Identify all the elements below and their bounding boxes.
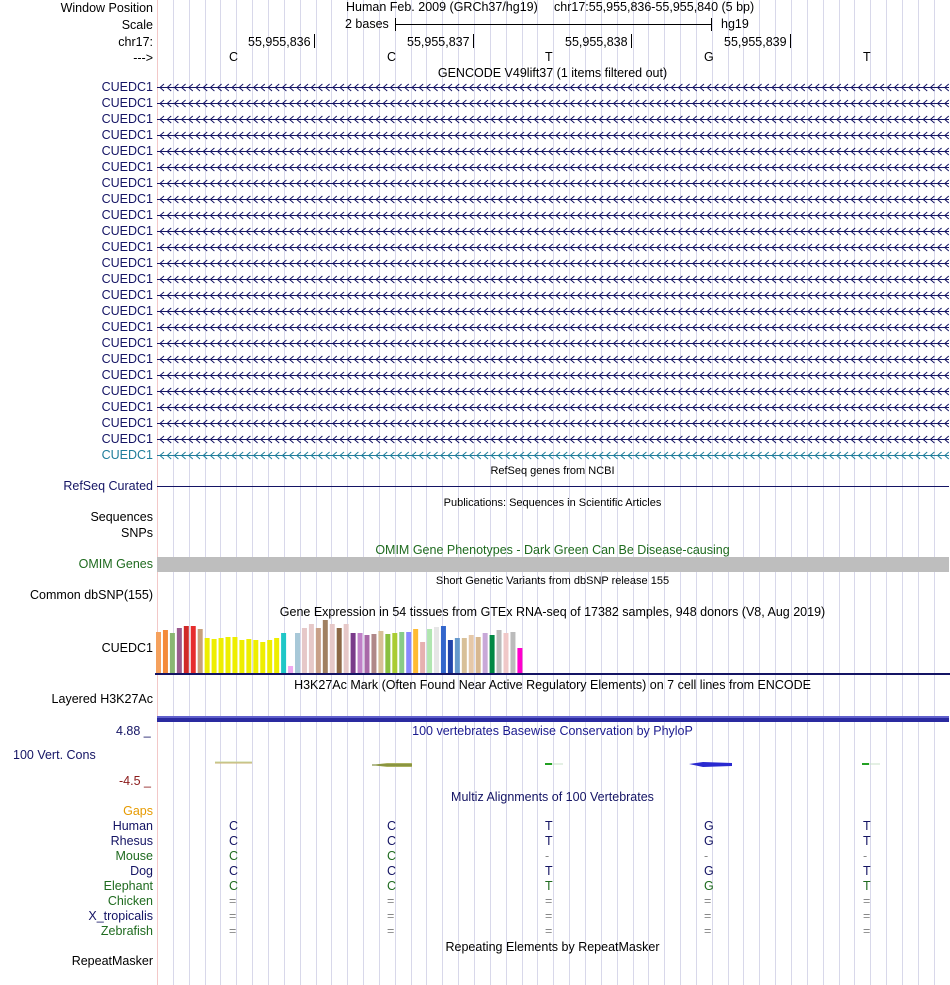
gencode-transcript-line[interactable] <box>157 215 949 216</box>
gtex-bar-chart[interactable] <box>155 618 950 676</box>
alignment-base: - <box>704 849 709 863</box>
gtex-tissue-bar <box>392 633 397 673</box>
alignment-base: = <box>387 894 395 908</box>
gtex-tissue-bar <box>253 640 258 673</box>
alignment-base: = <box>387 909 395 923</box>
gencode-transcript-label[interactable]: CUEDC1 <box>101 160 153 174</box>
alignment-base: = <box>863 924 871 938</box>
ref-base-5: T <box>863 50 871 64</box>
gencode-transcript-line[interactable] <box>157 359 949 360</box>
gtex-tissue-bar <box>385 634 390 673</box>
gtex-tissue-bar <box>351 633 356 673</box>
gtex-tissue-bar <box>510 632 515 673</box>
refseq-gene-line[interactable] <box>157 486 949 487</box>
strand-arrows-icon <box>157 163 949 172</box>
scale-bar-right-tick <box>711 18 712 31</box>
phylop-max-label: 4.88 _ <box>116 724 151 738</box>
strand-arrows-icon <box>157 387 949 396</box>
dbsnp-label[interactable]: Common dbSNP(155) <box>30 588 153 602</box>
gtex-tissue-bar <box>365 635 370 673</box>
strand-arrows-icon <box>157 147 949 156</box>
gencode-transcript-line[interactable] <box>157 199 949 200</box>
gencode-title: GENCODE V49lift37 (1 items filtered out) <box>437 66 668 80</box>
strand-arrows-icon <box>157 371 949 380</box>
ref-base-1: C <box>229 50 239 64</box>
gencode-transcript-line[interactable] <box>157 119 949 120</box>
publications-sequences-label[interactable]: Sequences <box>90 510 153 524</box>
strand-arrows-icon <box>157 115 949 124</box>
alignment-base: = <box>863 909 871 923</box>
gtex-tissue-bar <box>232 637 237 673</box>
gtex-tissue-bar <box>497 630 502 673</box>
phylop-title: 100 vertebrates Basewise Conservation by PhyloP <box>412 724 693 738</box>
gtex-tissue-bar <box>295 633 300 673</box>
strand-arrows-icon <box>157 275 949 284</box>
alignment-base: = <box>545 909 553 923</box>
dbsnp-title: Short Genetic Variants from dbSNP release 155 <box>435 575 670 587</box>
gencode-transcript-label[interactable]: CUEDC1 <box>101 304 153 318</box>
gencode-transcript-label[interactable]: CUEDC1 <box>101 96 153 110</box>
gencode-transcript-label[interactable]: CUEDC1 <box>101 288 153 302</box>
omim-phenotype-bar[interactable] <box>157 557 949 572</box>
alignment-base: C <box>229 864 239 878</box>
strand-arrows-icon <box>157 451 949 460</box>
gtex-tissue-bar <box>490 635 495 673</box>
alignment-base: T <box>545 834 553 848</box>
gtex-tissue-bar <box>517 648 522 673</box>
gencode-transcript-line[interactable] <box>157 423 949 424</box>
species-label[interactable]: Zebrafish <box>100 924 153 938</box>
gencode-transcript-line[interactable] <box>157 135 949 136</box>
gencode-transcript-label[interactable]: CUEDC1 <box>101 272 153 286</box>
coord-1: 55,955,836 <box>248 35 311 49</box>
strand-arrows-icon <box>157 323 949 332</box>
gtex-tissue-bar <box>219 638 224 673</box>
gencode-transcript-label[interactable]: CUEDC1 <box>101 80 153 94</box>
gtex-tissue-bar <box>406 632 411 673</box>
gtex-tissue-bar <box>504 633 509 673</box>
gtex-tissue-bar <box>205 638 210 673</box>
ref-base-2: C <box>387 50 397 64</box>
gtex-tissue-bar <box>281 633 286 673</box>
alignment-base: = <box>704 894 712 908</box>
multiz-gaps-label[interactable]: Gaps <box>123 804 153 818</box>
coord-tick-4 <box>790 34 791 48</box>
gencode-transcript-line[interactable] <box>157 391 949 392</box>
gencode-transcript-label[interactable]: CUEDC1 <box>101 208 153 222</box>
gtex-tissue-bar <box>399 632 404 673</box>
strand-arrows-icon <box>157 243 949 252</box>
alignment-base: = <box>229 924 237 938</box>
gencode-transcript-line[interactable] <box>157 263 949 264</box>
gencode-transcript-label[interactable]: CUEDC1 <box>101 112 153 126</box>
coord-4: 55,955,839 <box>724 35 787 49</box>
scale-label: Scale <box>121 18 153 32</box>
ref-base-3: T <box>545 50 553 64</box>
gtex-tissue-bar <box>212 639 217 673</box>
strand-arrows-icon <box>157 355 949 364</box>
gtex-tissue-bar <box>302 628 307 673</box>
gencode-transcript-line[interactable] <box>157 103 949 104</box>
gencode-transcript-label[interactable]: CUEDC1 <box>101 144 153 158</box>
publications-title: Publications: Sequences in Scientific Articles <box>443 497 662 509</box>
strand-arrows-icon <box>157 419 949 428</box>
strand-arrows-icon <box>157 403 949 412</box>
gencode-transcript-line[interactable] <box>157 311 949 312</box>
gencode-transcript-line[interactable] <box>157 231 949 232</box>
gtex-title: Gene Expression in 54 tissues from GTEx RNA-seq of 17382 samples, 948 donors (V8, Aug 2019) <box>279 605 826 619</box>
gencode-transcript-label[interactable]: CUEDC1 <box>101 352 153 366</box>
gtex-tissue-bar <box>288 666 293 673</box>
gtex-tissue-bar <box>246 639 251 673</box>
alignment-base: C <box>229 819 239 833</box>
strand-arrows-icon <box>157 195 949 204</box>
coord-tick-1 <box>314 34 315 48</box>
gtex-tissue-bar <box>413 629 418 673</box>
gencode-transcript-line[interactable] <box>157 343 949 344</box>
strand-label: ---> <box>133 51 153 65</box>
gencode-transcript-label[interactable]: CUEDC1 <box>101 448 153 462</box>
gtex-tissue-bar <box>448 640 453 673</box>
refseq-label[interactable]: RefSeq Curated <box>63 479 153 493</box>
gtex-tissue-bar <box>177 628 182 673</box>
gencode-transcript-line[interactable] <box>157 407 949 408</box>
position-label: chr17:55,955,836-55,955,840 (5 bp) <box>554 0 755 14</box>
alignment-base: G <box>704 819 714 833</box>
species-label[interactable]: Dog <box>130 864 153 878</box>
alignment-base: G <box>704 834 714 848</box>
gtex-tissue-bar <box>184 626 189 673</box>
gencode-transcript-label[interactable]: CUEDC1 <box>101 416 153 430</box>
alignment-base: = <box>863 894 871 908</box>
phylop-label[interactable]: 100 Vert. Cons <box>13 748 96 762</box>
gtex-tissue-bar <box>344 624 349 673</box>
gencode-transcript-line[interactable] <box>157 439 949 440</box>
gtex-tissue-bar <box>163 630 168 673</box>
gencode-transcript-line[interactable] <box>157 375 949 376</box>
gtex-tissue-bar <box>420 642 425 673</box>
gencode-transcript-label[interactable]: CUEDC1 <box>101 256 153 270</box>
gencode-transcript-label[interactable]: CUEDC1 <box>101 384 153 398</box>
alignment-base: = <box>545 924 553 938</box>
strand-arrows-icon <box>157 131 949 140</box>
gencode-transcript-line[interactable] <box>157 87 949 88</box>
alignment-base: G <box>704 864 714 878</box>
chrom-label: chr17: <box>118 35 153 49</box>
gencode-transcript-label[interactable]: CUEDC1 <box>101 192 153 206</box>
gtex-tissue-bar <box>371 634 376 673</box>
strand-arrows-icon <box>157 211 949 220</box>
gtex-tissue-bar <box>462 638 467 673</box>
gencode-transcript-label[interactable]: CUEDC1 <box>101 320 153 334</box>
repeatmasker-title: Repeating Elements by RepeatMasker <box>445 940 660 954</box>
phylop-min-label: -4.5 _ <box>119 774 151 788</box>
alignment-base: C <box>229 834 239 848</box>
gtex-tissue-bar <box>198 629 203 673</box>
gencode-transcript-label[interactable]: CUEDC1 <box>101 368 153 382</box>
gtex-tissue-bar <box>427 629 432 673</box>
h3k27ac-title: H3K27Ac Mark (Often Found Near Active Regulatory Elements) on 7 cell lines from ENCODE <box>294 678 811 692</box>
alignment-base: C <box>387 864 397 878</box>
alignment-base: C <box>387 834 397 848</box>
gtex-tissue-bar <box>330 624 335 673</box>
gtex-tissue-bar <box>226 637 231 673</box>
alignment-base: T <box>545 819 553 833</box>
alignment-base: - <box>545 849 550 863</box>
gtex-tissue-bar <box>316 628 321 673</box>
alignment-base: = <box>229 909 237 923</box>
alignment-base: - <box>863 849 868 863</box>
coord-3: 55,955,838 <box>565 35 628 49</box>
gencode-transcript-label[interactable]: CUEDC1 <box>101 128 153 142</box>
refseq-title: RefSeq genes from NCBI <box>490 465 615 477</box>
gencode-transcript-label[interactable]: CUEDC1 <box>101 400 153 414</box>
gencode-transcript-label[interactable]: CUEDC1 <box>101 336 153 350</box>
gencode-transcript-line[interactable] <box>157 183 949 184</box>
publications-snps-label[interactable]: SNPs <box>121 526 153 540</box>
alignment-base: = <box>229 894 237 908</box>
scale-text: 2 bases <box>345 17 389 31</box>
coord-2: 55,955,837 <box>407 35 470 49</box>
strand-arrows-icon <box>157 179 949 188</box>
alignment-base: C <box>387 819 397 833</box>
gencode-transcript-label[interactable]: CUEDC1 <box>101 432 153 446</box>
strand-arrows-icon <box>157 339 949 348</box>
alignment-base: = <box>704 924 712 938</box>
alignment-base: C <box>387 879 397 893</box>
gtex-tissue-bar <box>274 638 279 673</box>
species-label[interactable]: Mouse <box>115 849 153 863</box>
alignment-base: G <box>704 879 714 893</box>
gtex-tissue-bar <box>239 640 244 673</box>
species-label[interactable]: Rhesus <box>110 834 153 848</box>
strand-arrows-icon <box>157 435 949 444</box>
gtex-tissue-bar <box>337 628 342 673</box>
phylop-mark-4 <box>689 762 732 767</box>
strand-arrows-icon <box>157 83 949 92</box>
gtex-tissue-bar <box>267 640 272 673</box>
strand-arrows-icon <box>157 99 949 108</box>
omim-title: OMIM Gene Phenotypes - Dark Green Can Be Disease-causing <box>375 543 730 557</box>
gtex-tissue-bar <box>483 633 488 673</box>
gtex-tissue-bar <box>455 638 460 673</box>
coord-tick-2 <box>473 34 474 48</box>
gtex-tissue-bar <box>309 624 314 673</box>
gtex-tissue-bar <box>434 627 439 673</box>
assembly-label: Human Feb. 2009 (GRCh37/hg19) <box>346 0 538 14</box>
coord-tick-3 <box>631 34 632 48</box>
alignment-base: T <box>863 834 871 848</box>
scale-bar <box>395 24 711 25</box>
gtex-tissue-bar <box>378 631 383 673</box>
alignment-base: T <box>545 879 553 893</box>
gtex-tissue-bar <box>191 626 196 673</box>
alignment-base: T <box>545 864 553 878</box>
species-label[interactable]: Chicken <box>107 894 153 908</box>
h3k27ac-label[interactable]: Layered H3K27Ac <box>51 692 153 706</box>
alignment-base: T <box>863 864 871 878</box>
alignment-base: = <box>387 924 395 938</box>
alignment-base: = <box>545 894 553 908</box>
alignment-base: C <box>387 849 397 863</box>
alignment-base: C <box>229 849 239 863</box>
gtex-tissue-bar <box>170 633 175 673</box>
species-label[interactable]: Human <box>112 819 153 833</box>
gtex-tissue-bar <box>156 632 161 673</box>
gtex-tissue-bar <box>358 633 363 673</box>
gtex-tissue-bar <box>260 642 265 673</box>
strand-arrows-icon <box>157 259 949 268</box>
alignment-base: C <box>229 879 239 893</box>
gencode-transcript-label[interactable]: CUEDC1 <box>101 240 153 254</box>
gtex-tissue-bar <box>441 626 446 673</box>
window-position-label: Window Position <box>60 1 153 15</box>
multiz-title: Multiz Alignments of 100 Vertebrates <box>451 790 654 804</box>
alignment-base: = <box>704 909 712 923</box>
gencode-transcript-line[interactable] <box>157 279 949 280</box>
gencode-transcript-label[interactable]: CUEDC1 <box>101 224 153 238</box>
gtex-tissue-bar <box>476 637 481 673</box>
strand-arrows-icon <box>157 307 949 316</box>
gencode-transcript-line[interactable] <box>157 295 949 296</box>
gtex-label[interactable]: CUEDC1 <box>101 641 153 655</box>
species-label[interactable]: Elephant <box>103 879 153 893</box>
gencode-transcript-line[interactable] <box>157 167 949 168</box>
gtex-tissue-bar <box>323 620 328 673</box>
repeatmasker-label[interactable]: RepeatMasker <box>71 954 153 968</box>
strand-arrows-icon <box>157 227 949 236</box>
strand-arrows-icon <box>157 291 949 300</box>
h3k27ac-signal-highlight <box>157 716 949 718</box>
db-label: hg19 <box>721 17 749 31</box>
gtex-tissue-bar <box>469 635 474 673</box>
gencode-transcript-line[interactable] <box>157 151 949 152</box>
alignment-base: T <box>863 819 871 833</box>
gencode-transcript-label[interactable]: CUEDC1 <box>101 176 153 190</box>
gencode-transcript-line[interactable] <box>157 455 949 456</box>
species-label[interactable]: X_tropicalis <box>88 909 153 923</box>
gencode-transcript-line[interactable] <box>157 247 949 248</box>
ref-base-4: G <box>704 50 714 64</box>
scale-bar-left-tick <box>395 18 396 31</box>
alignment-base: T <box>863 879 871 893</box>
phylop-signal[interactable] <box>155 756 950 772</box>
gencode-transcript-line[interactable] <box>157 327 949 328</box>
omim-label[interactable]: OMIM Genes <box>78 557 153 571</box>
